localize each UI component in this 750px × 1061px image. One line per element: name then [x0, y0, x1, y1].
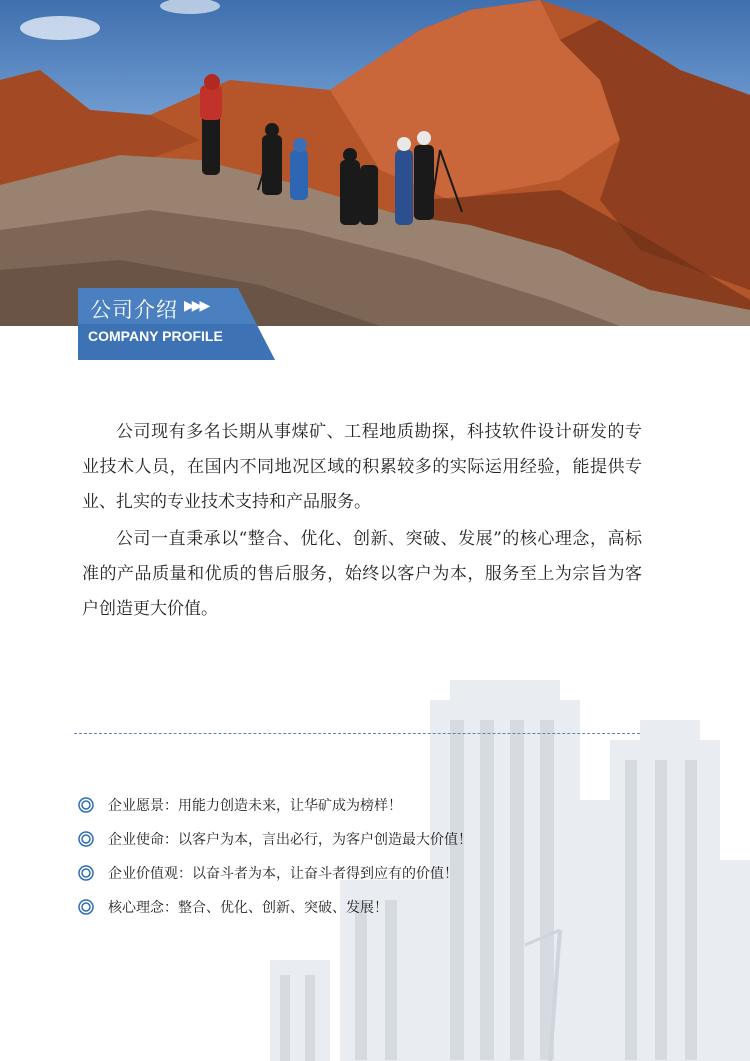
- intro-text: [82, 415, 642, 629]
- section-title-en: COMPANY PROFILE: [88, 328, 223, 344]
- values-list: [78, 788, 472, 924]
- double-circle-icon: [78, 865, 94, 881]
- double-circle-icon: [78, 899, 94, 915]
- value-text: 核心理念：整合、优化、创新、突破、发展！: [108, 900, 388, 916]
- value-text: 企业使命：以客户为本，言出必行，为客户创造最大价值！: [108, 832, 472, 848]
- hero-photo: [0, 0, 750, 326]
- section-badge: [78, 288, 275, 360]
- list-item: [78, 856, 472, 890]
- list-item: [78, 822, 472, 856]
- list-item: [78, 788, 472, 822]
- value-text: 企业价值观：以奋斗者为本，让奋斗者得到应有的价值！: [108, 866, 458, 882]
- intro-paragraph: 公司现有多名长期从事煤矿、工程地质勘探，科技软件设计研发的专业技术人员，在国内不同地况区域的积累较多的实际运用经验，能提供专业、扎实的专业技术支持和产品服务。: [82, 422, 642, 512]
- double-circle-icon: [78, 797, 94, 813]
- value-text: 企业愿景：用能力创造未来，让华矿成为榜样！: [108, 798, 402, 814]
- intro-paragraph: 公司一直秉承以“整合、优化、创新、突破、发展”的核心理念，高标准的产品质量和优质的售后服务，始终以客户为本，服务至上为宗旨为客户创造更大价值。: [82, 529, 642, 619]
- list-item: [78, 890, 472, 924]
- dashed-divider: [74, 733, 640, 734]
- triple-arrow-icon: ▶▶▶: [184, 298, 208, 314]
- double-circle-icon: [78, 831, 94, 847]
- mountain-landscape-illustration: [0, 0, 750, 326]
- section-title-cn: 公司介绍: [90, 298, 178, 322]
